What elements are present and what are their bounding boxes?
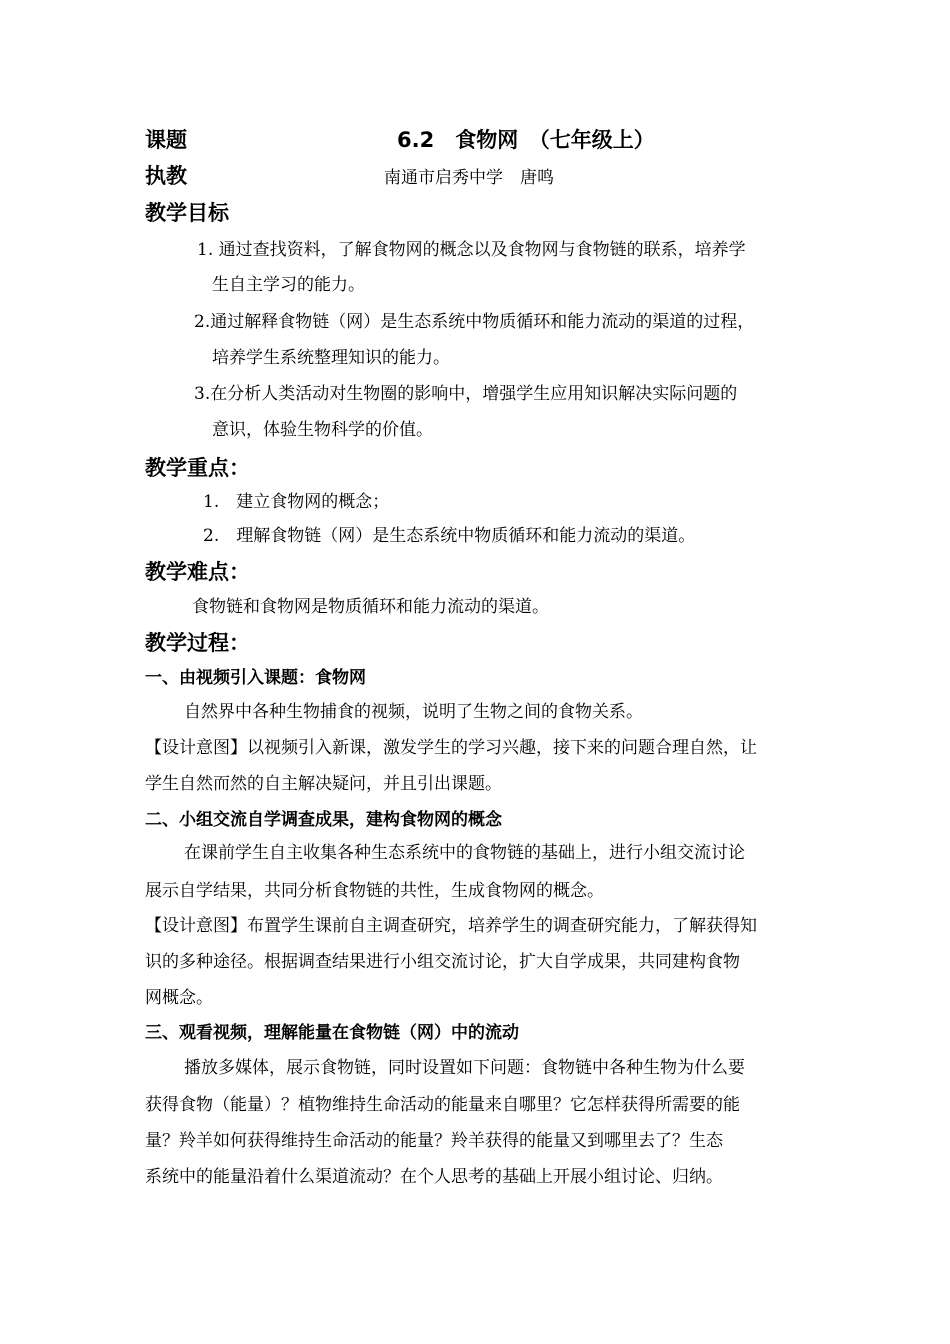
key-point-2: 2. 理解食物链（网）是生态系统中物质循环和能力流动的渠道。 — [203, 526, 696, 546]
section-3-paragraph-line3: 量？羚羊如何获得维持生命活动的能量？羚羊获得的能量又到哪里去了？生态 — [145, 1131, 723, 1151]
difficulty-heading: 教学难点： — [145, 560, 250, 584]
teacher-label: 执教 — [145, 164, 187, 188]
objective-1-line2: 生自主学习的能力。 — [212, 275, 365, 295]
key-point-1: 1. 建立食物网的概念； — [203, 492, 390, 512]
topic-label: 课题 — [145, 128, 187, 152]
objective-2-line2: 培养学生系统整理知识的能力。 — [212, 348, 450, 368]
process-heading: 教学过程： — [145, 631, 250, 655]
topic-title: 6.2 食物网 （七年级上） — [397, 128, 655, 152]
key-points-heading: 教学重点： — [145, 456, 250, 480]
section-2-paragraph-line2: 展示自学结果，共同分析食物链的共性，生成食物网的概念。 — [145, 881, 604, 901]
section-3-paragraph-line4: 系统中的能量沿着什么渠道流动？在个人思考的基础上开展小组讨论、归纳。 — [145, 1167, 723, 1187]
objective-3-line1: 3.在分析人类活动对生物圈的影响中，增强学生应用知识解决实际问题的 — [194, 384, 738, 404]
objective-1-line1: 1. 通过查找资料，了解食物网的概念以及食物网与食物链的联系，培养学 — [197, 240, 746, 260]
difficulty-text: 食物链和食物网是物质循环和能力流动的渠道。 — [192, 597, 549, 617]
teacher-value: 南通市启秀中学 唐鸣 — [384, 168, 554, 188]
objective-3-line2: 意识，体验生物科学的价值。 — [212, 420, 433, 440]
section-2-design-line1: 【设计意图】布置学生课前自主调查研究，培养学生的调查研究能力，了解获得知 — [145, 916, 757, 936]
section-1-design-line2: 学生自然而然的自主解决疑问，并且引出课题。 — [145, 774, 502, 794]
objective-2-line1: 2.通过解释食物链（网）是生态系统中物质循环和能力流动的渠道的过程， — [194, 312, 755, 332]
section-3-paragraph-line2: 获得食物（能量）？植物维持生命活动的能量来自哪里？它怎样获得所需要的能 — [145, 1095, 740, 1115]
section-2-design-line3: 网概念。 — [145, 988, 213, 1008]
section-2-paragraph-line1: 在课前学生自主收集各种生态系统中的食物链的基础上，进行小组交流讨论 — [184, 843, 745, 863]
section-1-paragraph: 自然界中各种生物捕食的视频，说明了生物之间的食物关系。 — [184, 702, 643, 722]
section-1-design-line1: 【设计意图】以视频引入新课，激发学生的学习兴趣，接下来的问题合理自然，让 — [145, 738, 757, 758]
section-2-design-line2: 识的多种途径。根据调查结果进行小组交流讨论，扩大自学成果，共同建构食物 — [145, 952, 740, 972]
objectives-heading: 教学目标 — [145, 201, 229, 225]
section-3-title: 三、观看视频，理解能量在食物链（网）中的流动 — [145, 1023, 519, 1043]
section-1-title: 一、由视频引入课题：食物网 — [145, 668, 366, 688]
section-2-title: 二、小组交流自学调查成果，建构食物网的概念 — [145, 810, 502, 830]
section-3-paragraph-line1: 播放多媒体，展示食物链，同时设置如下问题：食物链中各种生物为什么要 — [184, 1058, 745, 1078]
